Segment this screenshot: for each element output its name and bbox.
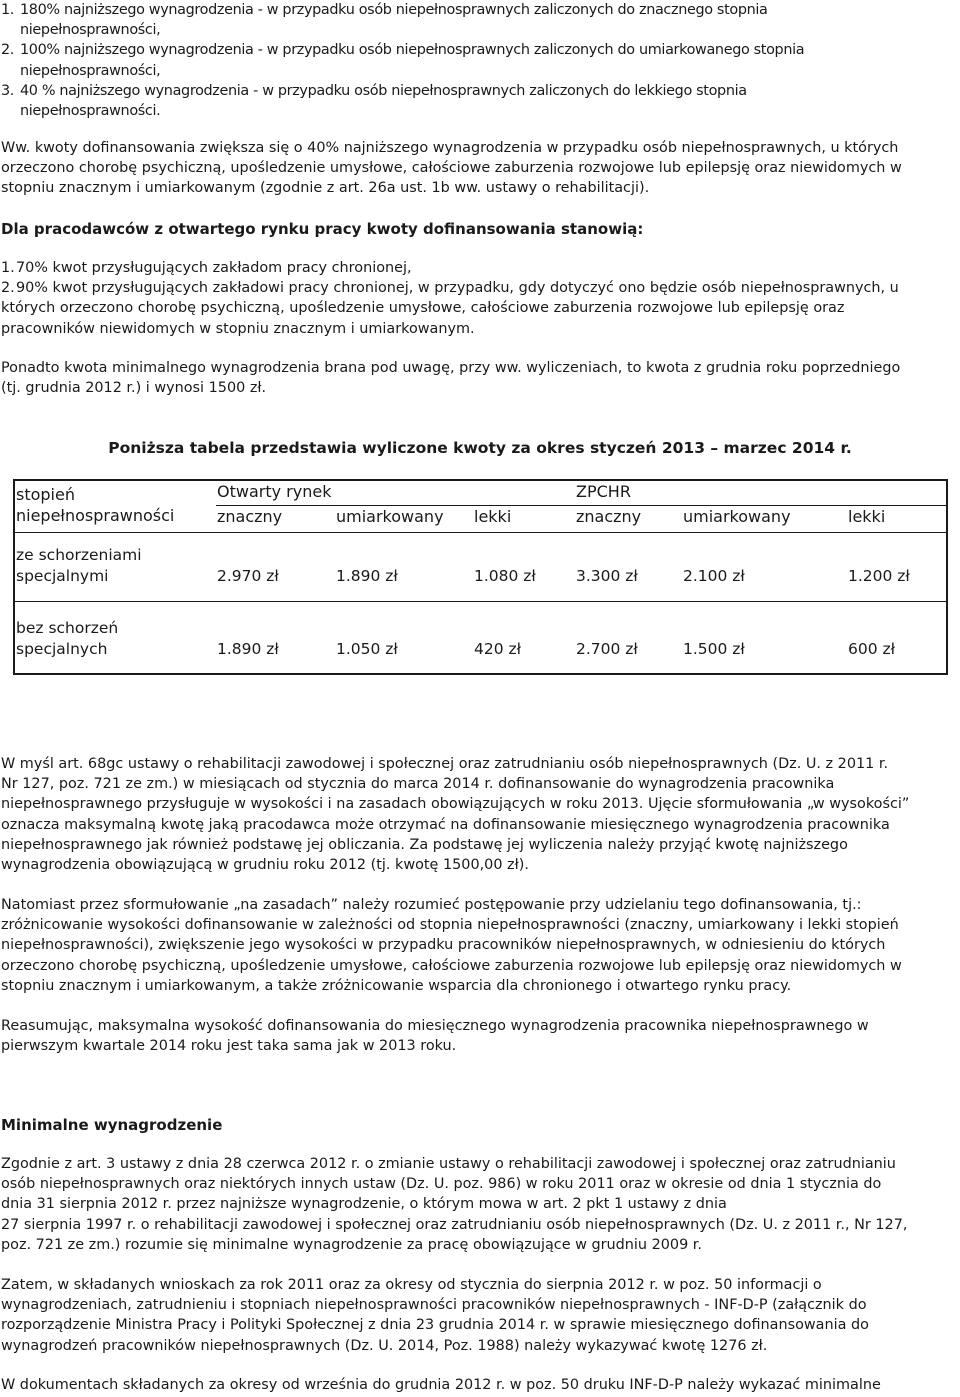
text-line: wynagrodzeniach, zatrudnieniu i stopniach niepełnosprawności pracowników niepełnosprawnych - INF-D-P (załącznik do bbox=[1, 1297, 867, 1314]
table-cell: 2.700 zł bbox=[576, 640, 638, 658]
paragraph-last: W dokumentach składanych za okresy od września do grudnia 2012 r. w poz. 50 druku INF-D-P należy wykazać minimalne bbox=[1, 1377, 881, 1393]
text-line: niepełnosprawnego jak również podstawę jej obliczania. Za podstawę jej wyliczenia należy przyjąć kwotę najniższego bbox=[1, 836, 848, 853]
table-cell: 3.300 zł bbox=[576, 567, 638, 585]
table-cell: 1.080 zł bbox=[474, 567, 536, 585]
list-item bbox=[1, 81, 959, 121]
table-cell: 1.890 zł bbox=[336, 567, 398, 585]
list-text: niepełnosprawności, bbox=[20, 62, 161, 79]
table-cell: 600 zł bbox=[848, 640, 896, 658]
corner-header: niepełnosprawności bbox=[16, 506, 175, 525]
text-line: Natomiast przez sformułowanie „na zasadach” należy rozumieć postępowanie przy udzielaniu tego dofinansowania, tj.: bbox=[1, 897, 862, 913]
row-label: bez schorzeń bbox=[16, 619, 119, 637]
text-line: niepełnosprawnego przysługuje w wysokości i na zasadach obowiązujących w roku 2013. Ujęcie sformułowania „w wysokości” bbox=[1, 796, 910, 813]
text-line: stopniu znacznym i umiarkowanym (zgodnie z art. 26a ust. 1b ww. ustawy o rehabilitacji). bbox=[1, 180, 650, 197]
list-number: 1. bbox=[1, 2, 15, 18]
list-item bbox=[1, 278, 959, 298]
subheader: lekki bbox=[474, 507, 512, 526]
group-header-zpchr: ZPCHR bbox=[576, 482, 631, 501]
open-market-list bbox=[1, 258, 959, 339]
subheader: znaczny bbox=[217, 507, 283, 526]
list-number: 2. bbox=[1, 280, 15, 297]
list-number: 2. bbox=[1, 42, 15, 59]
open-market-heading: Dla pracodawców z otwartego rynku pracy kwoty dofinansowania stanowią: bbox=[1, 220, 644, 238]
row-label: specjalnych bbox=[16, 640, 108, 658]
text-line: stopniu znacznym i umiarkowanym, a także zróżnicowanie wsparcia dla chronionego i otwartego rynku pracy. bbox=[1, 977, 792, 994]
table-cell: 2.100 zł bbox=[683, 567, 745, 585]
table-title: Poniższa tabela przedstawia wyliczone kwoty za okres styczeń 2013 – marzec 2014 r. bbox=[108, 439, 852, 457]
table-cell: 420 zł bbox=[474, 640, 522, 658]
subheader: lekki bbox=[848, 507, 886, 526]
text-line: Ww. kwoty dofinansowania zwiększa się o 40% najniższego wynagrodzenia w przypadku osób niepełnosprawnych, u których bbox=[1, 140, 899, 156]
list-text: pracowników niewidomych w stopniu znacznym i umiarkowanym. bbox=[1, 320, 475, 337]
table-cell: 1.200 zł bbox=[848, 567, 910, 585]
group-header-open-market: Otwarty rynek bbox=[217, 482, 332, 501]
table-cell: 1.050 zł bbox=[336, 640, 398, 658]
amounts-table bbox=[13, 479, 948, 675]
subheader: umiarkowany bbox=[683, 507, 791, 526]
text-line: Ponadto kwota minimalnego wynagrodzenia brana pod uwagę, przy ww. wyliczeniach, to kwota z grudnia roku poprzedniego bbox=[1, 360, 901, 376]
text-line: orzeczono chorobę psychiczną, upośledzenie umysłowe, całościowe zaburzenia rozwojowe lub epilepsję oraz niewidomych w bbox=[1, 160, 902, 177]
list-text: 70% kwot przysługujących zakładom pracy chronionej, bbox=[16, 260, 412, 276]
subheader: znaczny bbox=[576, 507, 642, 526]
table-cell: 1.890 zł bbox=[217, 640, 279, 658]
row-label: ze schorzeniami bbox=[16, 546, 142, 564]
table-cell: 2.970 zł bbox=[217, 567, 279, 585]
text-line: W myśl art. 68gc ustawy o rehabilitacji zawodowej i społecznej oraz zatrudnianiu osób niepełnosprawnych (Dz. U. z 2011 r. bbox=[1, 756, 889, 772]
text-line: wynagrodzenia obowiązującą w grudniu roku 2012 (tj. kwotę 1500,00 zł). bbox=[1, 857, 529, 874]
list-item bbox=[1, 40, 959, 80]
text-line: rozporządzenie Ministra Pracy i Polityki Społecznej z dnia 23 grudnia 2014 r. w sprawie miesięcznego dofinansowania do bbox=[1, 1317, 869, 1334]
paragraph-summary bbox=[1, 1016, 959, 1056]
text-line: wynagrodzeń pracowników niepełnosprawnych (Dz. U. 2014, Poz. 1988) należy wykazywać kwotę 1276 zł. bbox=[1, 1337, 768, 1354]
text-line: osób niepełnosprawnych oraz niektórych innych ustaw (Dz. U. poz. 986) w roku 2011 oraz w okresie od dnia 1 stycznia do bbox=[1, 1176, 882, 1193]
paragraph-ww bbox=[1, 138, 959, 199]
list-text: 40 % najniższego wynagrodzenia - w przypadku osób niepełnosprawnych zaliczonych do lekkiego stopnia bbox=[20, 82, 747, 99]
paragraph-art3 bbox=[1, 1154, 959, 1255]
list-text: niepełnosprawności, bbox=[20, 22, 161, 39]
paragraph-zatem bbox=[1, 1275, 959, 1356]
text-line: dnia 31 sierpnia 2012 r. przez najniższe wynagrodzenie, o którym mowa w art. 2 pkt 1 ustawy z dnia bbox=[1, 1196, 727, 1213]
text-line: pierwszym kwartale 2014 roku jest taka sama jak w 2013 roku. bbox=[1, 1038, 457, 1055]
subheader: umiarkowany bbox=[336, 507, 444, 526]
list-item bbox=[1, 258, 959, 278]
text-line: Zatem, w składanych wnioskach za rok 2011 oraz za okresy od stycznia do sierpnia 2012 r. w poz. 50 informacji o bbox=[1, 1277, 822, 1293]
table-rule bbox=[15, 601, 946, 602]
top-list bbox=[1, 0, 959, 121]
table-cell: 1.500 zł bbox=[683, 640, 745, 658]
paragraph-min-wage bbox=[1, 358, 959, 398]
list-number: 1. bbox=[1, 260, 15, 276]
text-line: Reasumując, maksymalna wysokość dofinansowania do miesięcznego wynagrodzenia pracownika niepełnosprawnego w bbox=[1, 1018, 869, 1034]
list-text: 180% najniższego wynagrodzenia - w przypadku osób niepełnosprawnych zaliczonych do znacznego stopnia bbox=[20, 2, 768, 18]
corner-header: stopień bbox=[16, 485, 75, 504]
text-line: (tj. grudnia 2012 r.) i wynosi 1500 zł. bbox=[1, 380, 267, 397]
paragraph-zasadach bbox=[1, 895, 959, 996]
table-rule bbox=[15, 532, 946, 533]
text-line: 27 sierpnia 1997 r. o rehabilitacji zawodowej i społecznej oraz zatrudnianiu osób niepełnosprawnych (Dz. U. z 2011 r., Nr 127, bbox=[1, 1216, 908, 1233]
row-label: specjalnymi bbox=[16, 567, 109, 585]
min-wage-heading: Minimalne wynagrodzenie bbox=[1, 1116, 223, 1134]
list-number: 3. bbox=[1, 82, 15, 99]
paragraph-art68gc bbox=[1, 754, 959, 875]
list-text: 100% najniższego wynagrodzenia - w przypadku osób niepełnosprawnych zaliczonych do umiarkowanego stopnia bbox=[20, 42, 805, 59]
text-line: Nr 127, poz. 721 ze zm.) w miesiącach od stycznia do marca 2014 r. dofinansowanie do wynagrodzenia pracownika bbox=[1, 776, 835, 793]
text-line: niepełnosprawności), zwiększenie jego wysokości w przypadku pracowników niepełnosprawnych, w odniesieniu do których bbox=[1, 937, 886, 954]
text-line: orzeczono chorobę psychiczną, upośledzenie umysłowe, całościowe zaburzenia rozwojowe lub epilepsję oraz niewidomych w bbox=[1, 957, 902, 974]
list-text: których orzeczono chorobę psychiczną, upośledzenie umysłowe, całościowe zaburzenia rozwojowe lub epilepsję oraz bbox=[1, 300, 845, 317]
text-line: zróżnicowanie wysokości dofinansowanie w zależności od stopnia niepełnosprawności (znaczny, umiarkowany i lekki stopień bbox=[1, 917, 899, 934]
text-line: oznacza maksymalną kwotę jaką pracodawca może otrzymać na dofinansowanie miesięcznego wynagrodzenia pracownika bbox=[1, 816, 890, 833]
list-text: 90% kwot przysługujących zakładowi pracy chronionej, w przypadku, gdy dotyczyć ono będzie osób niepełnosprawnych, u bbox=[16, 280, 899, 297]
text-line: Zgodnie z art. 3 ustawy z dnia 28 czerwca 2012 r. o zmianie ustawy o rehabilitacji zawodowej i społecznej oraz zatrudnianiu bbox=[1, 1156, 896, 1172]
list-item bbox=[1, 0, 959, 40]
text-line: poz. 721 ze zm.) rozumie się minimalne wynagrodzenie za pracę obowiązujące w grudniu 2009 r. bbox=[1, 1236, 702, 1253]
list-text: niepełnosprawności. bbox=[20, 103, 161, 120]
